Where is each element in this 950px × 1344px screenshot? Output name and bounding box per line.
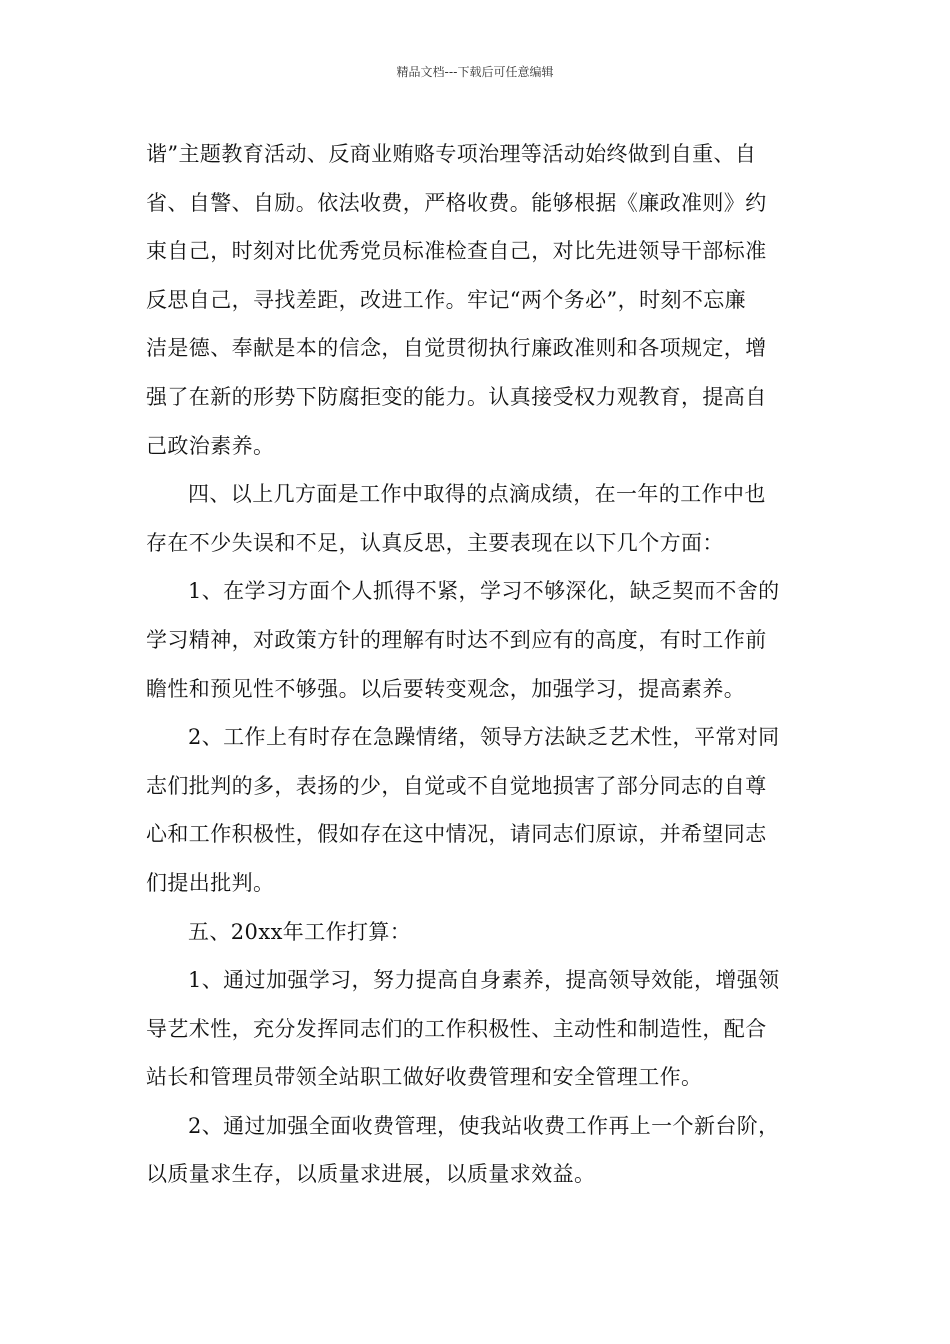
text-line: 心和工作积极性，假如存在这中情况，请同志们原谅，并希望同志 — [146, 822, 767, 847]
paragraph-start-line: 四、以上几方面是工作中取得的点滴成绩，在一年的工作中也 — [188, 482, 766, 507]
paragraph-start-line: 1、通过加强学习，努力提高自身素养，提高领导效能，增强领 — [188, 968, 780, 993]
text-line: 谐”主题教育活动、反商业贿赂专项治理等活动始终做到自重、自 — [146, 142, 757, 166]
document-body — [146, 130, 808, 1199]
paragraph-start-line: 2、工作上有时存在急躁情绪，领导方法缺乏艺术性，平常对同 — [188, 725, 780, 750]
text-line: 导艺术性，充分发挥同志们的工作积极性、主动性和制造性，配合 — [146, 1016, 767, 1041]
text-line: 束自己，时刻对比优秀党员标准检查自己，对比先进领导干部标准 — [146, 239, 767, 264]
paragraph-start-line: 2、通过加强全面收费管理，使我站收费工作再上一个新台阶， — [188, 1113, 780, 1138]
text-line: 志们批判的多，表扬的少，自觉或不自觉地损害了部分同志的自尊 — [146, 773, 767, 798]
text-line: 以质量求生存，以质量求进展，以质量求效益。 — [146, 1162, 596, 1187]
text-line: 站长和管理员带领全站职工做好收费管理和安全管理工作。 — [146, 1065, 703, 1090]
page-header: 精品文档---下载后可任意编辑 — [396, 65, 554, 79]
text-line: 己政治素养。 — [146, 433, 275, 458]
text-line: 学习精神，对政策方针的理解有时达不到应有的高度，有时工作前 — [146, 627, 767, 652]
text-line: 洁是德、奉献是本的信念，自觉贯彻执行廉政准则和各项规定，增 — [146, 336, 767, 361]
text-line: 们提出批判。 — [146, 870, 275, 895]
section-heading-line: 五、20xx年工作打算： — [188, 919, 412, 944]
text-line: 强了在新的形势下防腐拒变的能力。认真接受权力观教育，提高自 — [146, 384, 767, 409]
paragraph-start-line: 1、在学习方面个人抓得不紧，学习不够深化，缺乏契而不舍的 — [188, 579, 780, 604]
text-line: 反思自己，寻找差距，改进工作。牢记“两个务必”，时刻不忘廉 — [146, 287, 747, 312]
text-line: 存在不少失误和不足，认真反思，主要表现在以下几个方面： — [146, 530, 724, 555]
text-line: 瞻性和预见性不够强。以后要转变观念，加强学习，提高素养。 — [146, 676, 746, 701]
text-line: 省、自警、自励。依法收费，严格收费。能够根据《廉政准则》约 — [146, 190, 767, 215]
